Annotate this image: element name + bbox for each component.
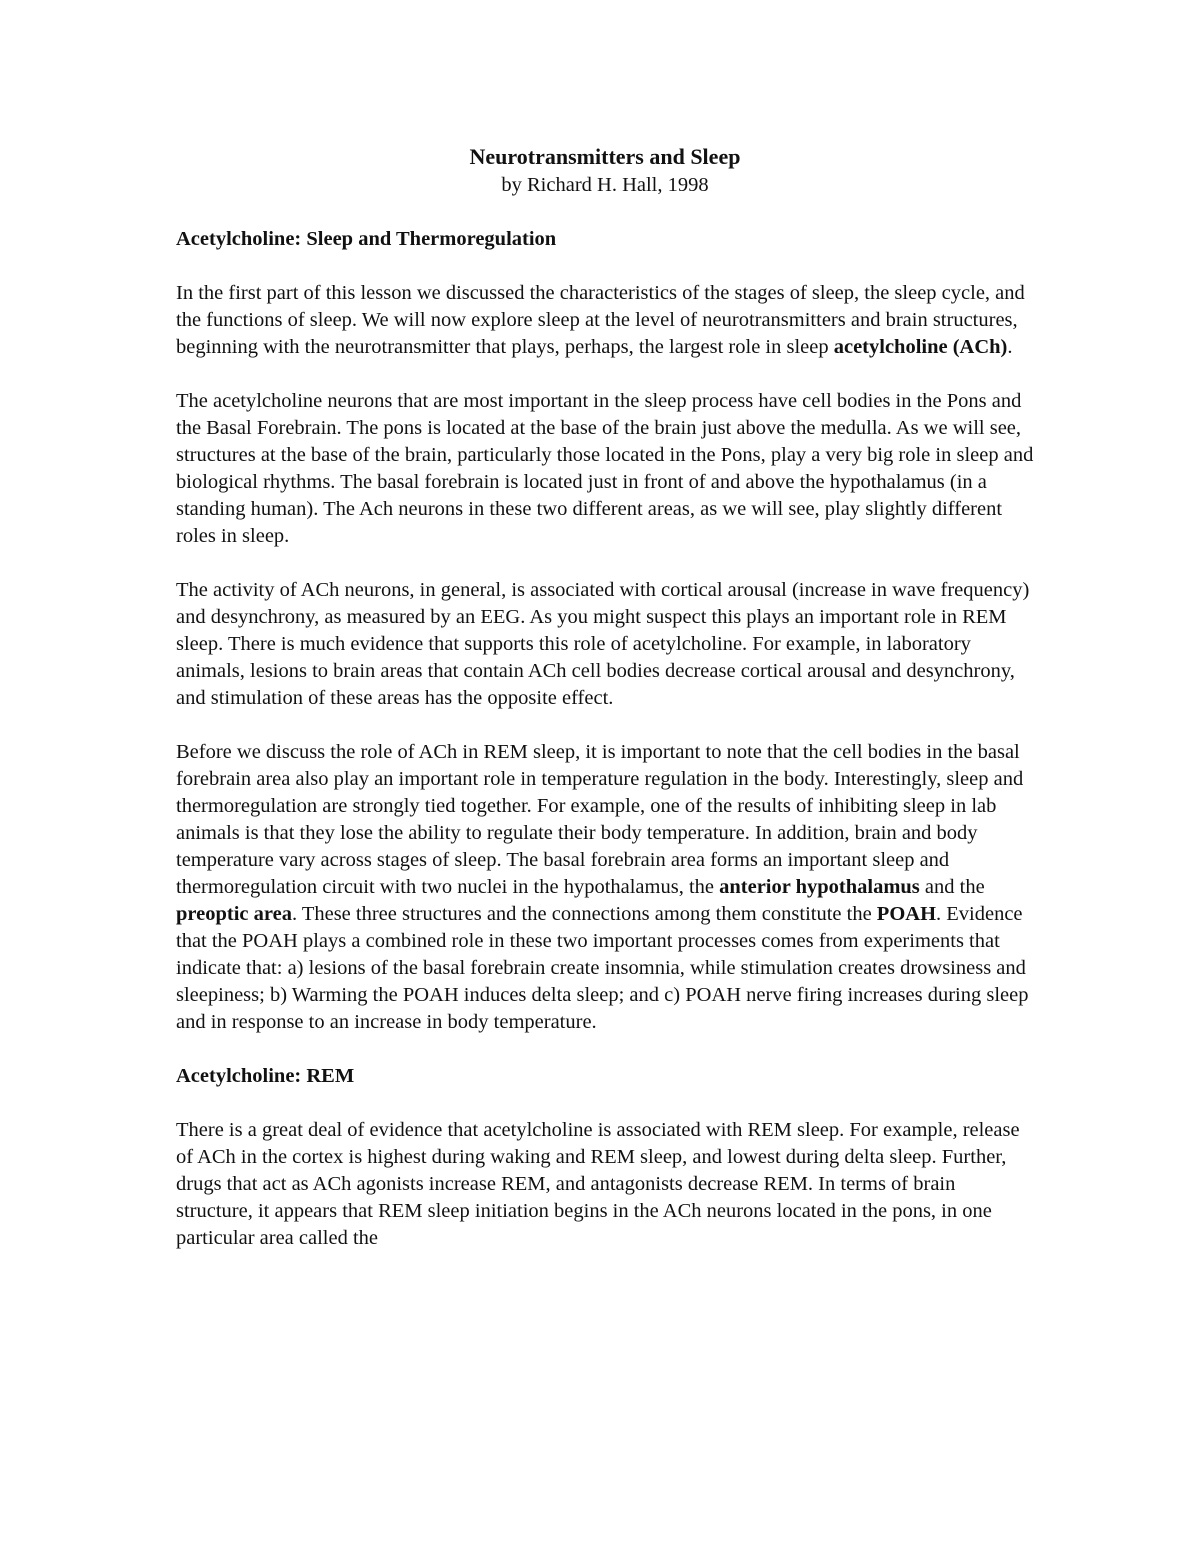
- term-anterior-hypothalamus: anterior hypothalamus: [719, 876, 920, 898]
- section-heading-rem: Acetylcholine: REM: [176, 1065, 355, 1087]
- paragraph-thermoregulation: [176, 739, 1034, 1036]
- paragraph-intro: [176, 280, 1034, 361]
- paragraph-ach-neurons: The acetylcholine neurons that are most important in the sleep process have cell bodies in the Pons and the Basal Forebrain. The pons is located at the base of the brain just above the medulla. As we will see, structures at the base of the brain, particularly those located in the Pons, play a very big role in sleep and biological rhythms. The basal forebrain is located just in front of and above the hypothalamus (in a standing human). The Ach neurons in these two different areas, as we will see, play slightly different roles in sleep.: [176, 390, 1034, 547]
- document-byline: by Richard H. Hall, 1998: [501, 174, 709, 196]
- term-acetylcholine: acetylcholine (ACh): [833, 336, 1008, 358]
- paragraph-rem-evidence: There is a great deal of evidence that acetylcholine is associated with REM sleep. For example, release of ACh in the cortex is highest during waking and REM sleep, and lowest during delta sleep. Further, drugs that act as ACh agonists increase REM, and antagonists decrease REM. In terms of brain structure, it appears that REM sleep initiation begins in the ACh neurons located in the pons, in one particular area called the: [176, 1119, 1020, 1249]
- paragraph-thermo-text-e: . These three structures and the connections among them constitute the: [291, 903, 877, 925]
- title-block: [176, 142, 1034, 199]
- paragraph-thermo-text-a: Before we discuss the role of ACh in REM sleep, it is important to note that the cell bodies in the basal forebrain area also play an important role in temperature regulation in the body. Interestingly, sleep and thermoregulation are strongly tied together. For example, one of the results of inhibiting sleep in lab animals is that they lose the ability to regulate their body temperature. In addition, brain and body temperature vary across stages of sleep. The basal forebrain area forms an important sleep and thermoregulation circuit with two nuclei in the hypothalamus, the: [176, 741, 1024, 898]
- paragraph-intro-end: .: [1007, 336, 1013, 358]
- paragraph-ach-activity: The activity of ACh neurons, in general, is associated with cortical arousal (increase in wave frequency) and desynchrony, as measured by an EEG. As you might suspect this plays an important role in REM sleep. There is much evidence that supports this role of acetylcholine. For example, in laboratory animals, lesions to brain areas that contain ACh cell bodies decrease cortical arousal and desynchrony, and stimulation of these areas has the opposite effect.: [176, 579, 1030, 709]
- term-poah: POAH: [876, 903, 937, 925]
- paragraph-thermo-text-c: and the: [919, 876, 985, 898]
- term-preoptic-area: preoptic area: [176, 903, 292, 925]
- paragraph-intro-text: In the first part of this lesson we discussed the characteristics of the stages of sleep, the sleep cycle, and the functions of sleep. We will now explore sleep at the level of neurotransmitters and brain structures, beginning with the neurotransmitter that plays, perhaps, the largest role in sleep: [176, 282, 1025, 358]
- section-heading-sleep-thermoregulation: Acetylcholine: Sleep and Thermoregulation: [176, 228, 557, 250]
- paragraph-thermo-text-g: . Evidence that the POAH plays a combined role in these two important processes comes from experiments that indicate that: a) lesions of the basal forebrain create insomnia, while stimulation creates drowsiness and sleepiness; b) Warming the POAH induces delta sleep; and c) POAH nerve firing increases during sleep and in response to an increase in body temperature.: [176, 903, 1029, 1033]
- document-page: [176, 142, 1034, 1279]
- document-title: Neurotransmitters and Sleep: [469, 144, 741, 169]
